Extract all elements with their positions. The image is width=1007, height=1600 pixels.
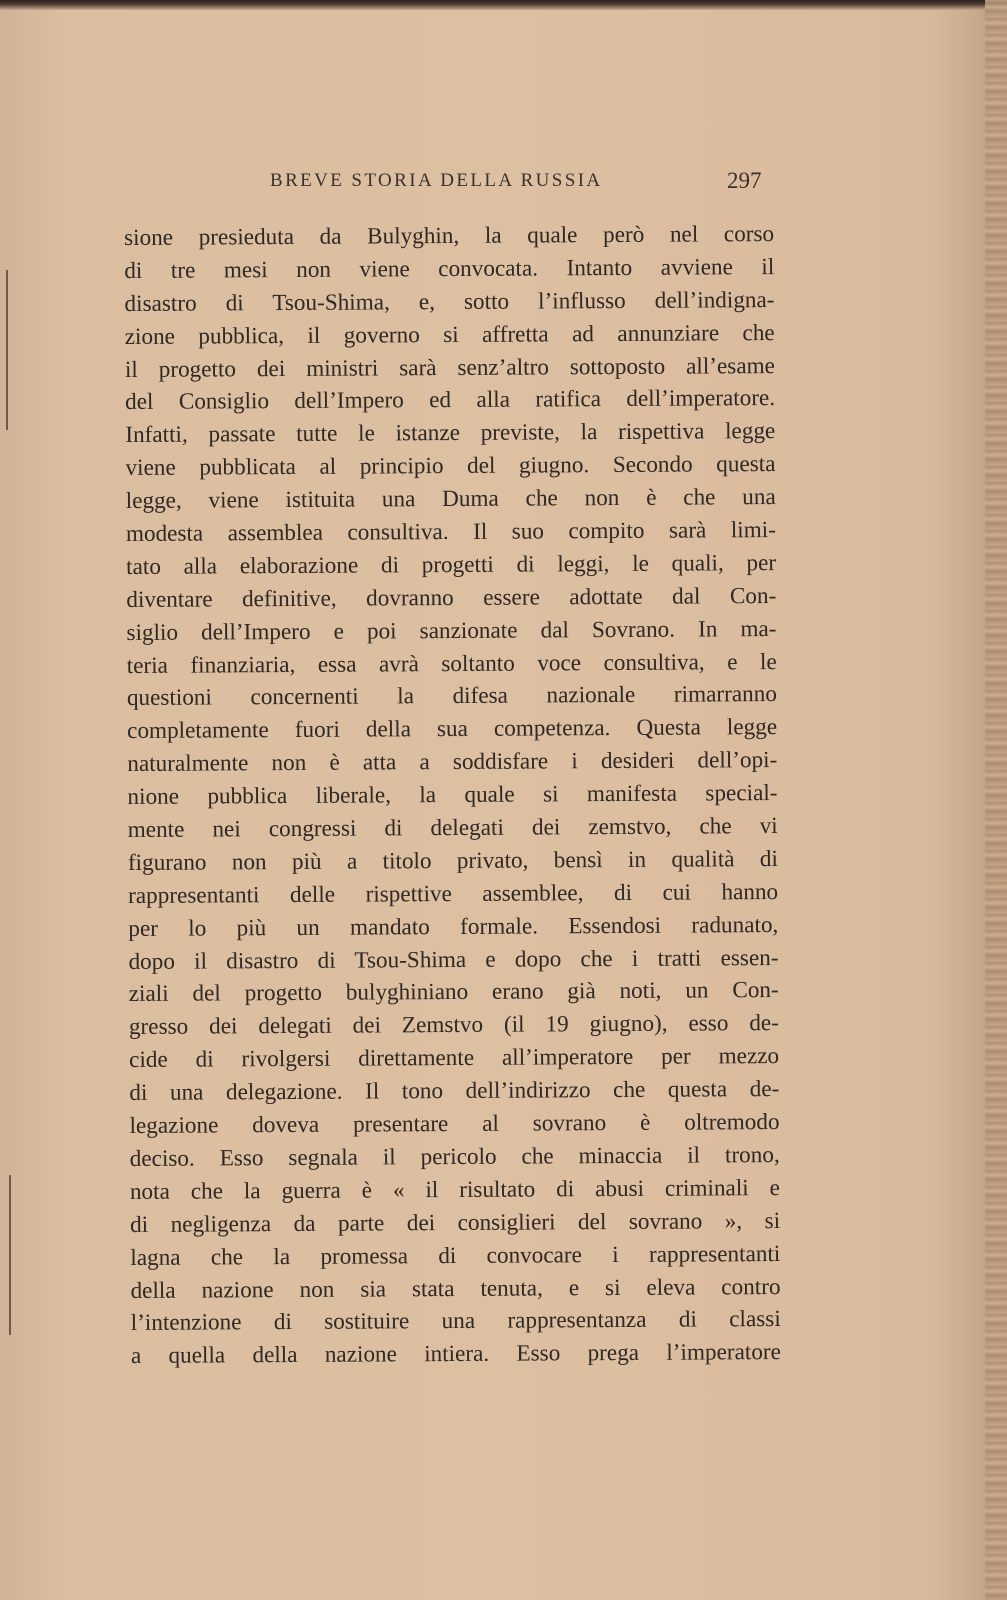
page-number: 297 [727,168,762,193]
text-line: del Consiglio dell’Impero ed alla ratifica dell’imperatore. [125,385,776,416]
text-line: ziali del progetto bulyghiniano erano già noti, un Con- [128,977,779,1008]
text-line: figurano non più a titolo privato, bensì in qualità di [127,845,778,876]
text-line: legge, viene istituita una Duma che non è che una [125,484,776,515]
text-line: di una delegazione. Il tono dell’indirizzo che questa de- [129,1076,780,1107]
text-line: zione pubblica, il governo si affretta ad annunziare che [124,319,775,350]
text-line: mente nei congressi di delegati dei zemstvo, che vi [127,813,778,844]
margin-mark [6,270,8,430]
text-line: diventare definitive, dovranno essere adottate dal Con- [126,582,777,613]
text-line: a quella della nazione intiera. Esso prega l’imperatore [130,1339,781,1370]
text-line: nione pubblica liberale, la quale si manifesta special- [127,780,778,811]
text-line: dopo il disastro di Tsou-Shima e dopo che i tratti essen- [128,944,779,975]
text-line: rappresentanti delle rispettive assemblee, di cui hanno [128,878,779,909]
text-line: di tre mesi non viene convocata. Intanto avviene il [124,253,775,284]
text-line: disastro di Tsou-Shima, e, sotto l’influsso dell’indigna- [124,286,775,317]
text-line: legazione doveva presentare al sovrano è oltremodo [129,1109,780,1140]
text-line: Infatti, passate tutte le istanze previste, la rispettiva legge [125,418,776,449]
text-line: della nazione non sia stata tenuta, e si eleva contro [130,1273,781,1304]
text-line: cide di rivolgersi direttamente all’imperatore per mezzo [129,1043,780,1074]
text-line: deciso. Esso segnala il pericolo che minaccia il trono, [129,1141,780,1172]
text-line: di negligenza da parte dei consiglieri del sovrano », si [130,1207,781,1238]
text-line: nota che la guerra è « il risultato di abusi criminali e [129,1174,780,1205]
text-line: il progetto dei ministri sarà senz’altro sottoposto all’esame [124,352,775,383]
running-head [270,170,770,200]
text-line: l’intenzione di sostituire una rappresentanza di classi [130,1306,781,1337]
text-line: completamente fuori della sua competenza. Questa legge [127,714,778,745]
text-line: sione presieduta da Bulyghin, la quale però nel corso [124,221,775,251]
text-line: siglio dell’Impero e poi sanzionate dal Sovrano. In ma- [126,615,777,646]
text-line: naturalmente non è atta a soddisfare i desideri dell’opi- [127,747,778,778]
text-line: questioni concernenti la difesa nazionale rimarranno [126,681,777,712]
text-line: tato alla elaborazione di progetti di leggi, le quali, per [126,549,777,580]
page-right-edge [985,0,1007,1600]
body-text [124,218,781,1373]
text-line: teria finanziaria, essa avrà soltanto voce consultiva, e le [126,648,777,679]
margin-mark [9,1175,11,1335]
page-top-edge [0,0,1007,10]
text-line: per lo più un mandato formale. Essendosi radunato, [128,911,779,942]
text-line: gresso dei delegati dei Zemstvo (il 19 giugno), esso de- [128,1010,779,1041]
running-title: BREVE STORIA DELLA RUSSIA [270,170,603,191]
text-line: modesta assemblea consultiva. Il suo compito sarà limi- [125,517,776,548]
text-line: lagna che la promessa di convocare i rappresentanti [130,1240,781,1271]
text-line: viene pubblicata al principio del giugno. Secondo questa [125,451,776,482]
